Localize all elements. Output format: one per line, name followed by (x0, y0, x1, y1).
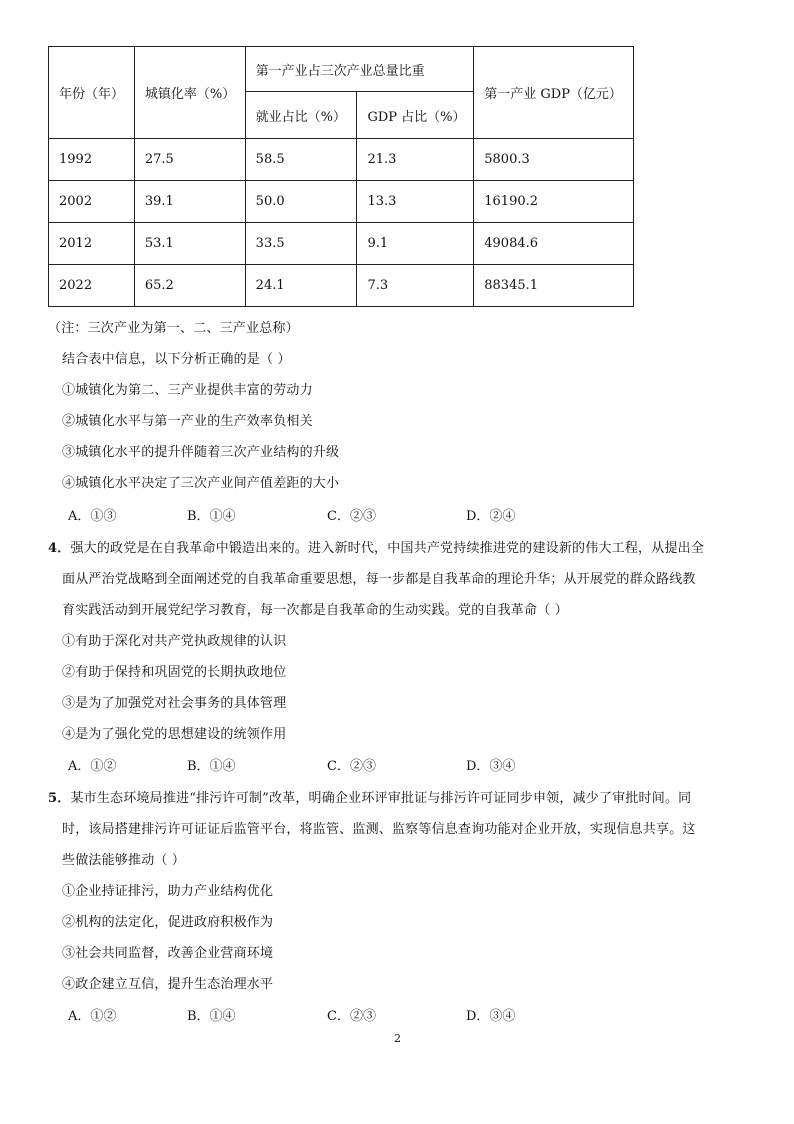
cell-year: 1992 (49, 139, 135, 181)
page-number: 2 (394, 1032, 401, 1045)
q4-option-d[interactable]: D．③④ (466, 759, 516, 774)
cell-gdp: 5800.3 (474, 139, 634, 181)
data-table (48, 46, 634, 307)
q3-item-1: ①城镇化为第二、三产业提供丰富的劳动力 (62, 383, 313, 398)
q4-option-b[interactable]: B．①④ (187, 759, 236, 774)
cell-year: 2012 (49, 223, 135, 265)
q5-number: 5． (48, 791, 71, 806)
q4-text-1: 强大的政党是在自我革命中锻造出来的。进入新时代，中国共产党持续推进党的建设新的伟大工程，从提出全 (70, 541, 705, 556)
q5-option-b[interactable]: B．①④ (187, 1009, 236, 1024)
header-primary-share: 第一产业占三次产业总量比重 (245, 47, 474, 92)
cell-urbanization: 53.1 (134, 223, 245, 265)
q4-option-a[interactable]: A．①② (68, 759, 117, 774)
cell-gdp-share: 13.3 (357, 181, 474, 223)
q3-item-4: ④城镇化水平决定了三次产业间产值差距的大小 (62, 476, 340, 491)
header-urbanization: 城镇化率（%） (134, 47, 245, 139)
q3-option-c[interactable]: C．②③ (327, 509, 376, 524)
q4-item-4: ④是为了强化党的思想建设的统领作用 (62, 727, 287, 742)
q5-line-1 (48, 787, 691, 806)
q5-item-4: ④政企建立互信，提升生态治理水平 (62, 977, 274, 992)
q3-item-2: ②城镇化水平与第一产业的生产效率负相关 (62, 414, 313, 429)
header-primary-gdp: 第一产业 GDP（亿元） (474, 47, 634, 139)
table-note: （注：三次产业为第一、二、三产业总称） (48, 321, 299, 336)
q3-item-3: ③城镇化水平的提升伴随着三次产业结构的升级 (62, 445, 340, 460)
cell-gdp-share: 7.3 (357, 265, 474, 307)
cell-urbanization: 27.5 (134, 139, 245, 181)
q5-text-1: 某市生态环境局推进“排污许可制”改革，明确企业环评审批证与排污许可证同步申领，减少了审批时间。同 (70, 791, 692, 806)
cell-year: 2022 (49, 265, 135, 307)
q5-option-d[interactable]: D．③④ (466, 1009, 516, 1024)
q5-option-c[interactable]: C．②③ (327, 1009, 376, 1024)
cell-gdp-share: 9.1 (357, 223, 474, 265)
table-row (49, 265, 634, 307)
q3-option-d[interactable]: D．②④ (466, 509, 516, 524)
q4-item-1: ①有助于深化对共产党执政规律的认识 (62, 634, 287, 649)
cell-employment: 50.0 (245, 181, 357, 223)
q3-stem: 结合表中信息，以下分析正确的是（ ） (62, 352, 291, 367)
q4-line-3: 育实践活动到开展党纪学习教育，每一次都是自我革命的生动实践。党的自我革命（ ） (62, 603, 568, 618)
cell-employment: 24.1 (245, 265, 357, 307)
q4-line-2: 面从严治党战略到全面阐述党的自我革命重要思想，每一步都是自我革命的理论升华；从开展党的群众路线教 (62, 572, 696, 587)
q5-option-a[interactable]: A．①② (68, 1009, 117, 1024)
q5-line-3: 些做法能够推动（ ） (62, 853, 186, 868)
q3-option-b[interactable]: B．①④ (187, 509, 236, 524)
q5-line-2: 时，该局搭建排污许可证证后监管平台，将监管、监测、监察等信息查询功能对企业开放，实现信息共享。这 (62, 822, 696, 837)
table-row (49, 223, 634, 265)
q5-item-2: ②机构的法定化，促进政府积极作为 (62, 915, 274, 930)
header-gdp-share: GDP 占比（%） (357, 92, 474, 139)
table-row (49, 181, 634, 223)
cell-urbanization: 39.1 (134, 181, 245, 223)
header-employment-share: 就业占比（%） (245, 92, 357, 139)
cell-gdp: 49084.6 (474, 223, 634, 265)
q4-number: 4． (48, 541, 71, 556)
cell-employment: 58.5 (245, 139, 357, 181)
cell-gdp-share: 21.3 (357, 139, 474, 181)
q3-option-a[interactable]: A．①③ (68, 509, 117, 524)
cell-gdp: 88345.1 (474, 265, 634, 307)
q4-item-3: ③是为了加强党对社会事务的具体管理 (62, 696, 287, 711)
q5-item-1: ①企业持证排污，助力产业结构优化 (62, 884, 274, 899)
q4-line-1 (48, 537, 704, 556)
q5-item-3: ③社会共同监督，改善企业营商环境 (62, 946, 274, 961)
table-row (49, 139, 634, 181)
header-year: 年份（年） (49, 47, 135, 139)
q4-option-c[interactable]: C．②③ (327, 759, 376, 774)
cell-year: 2002 (49, 181, 135, 223)
cell-employment: 33.5 (245, 223, 357, 265)
cell-urbanization: 65.2 (134, 265, 245, 307)
q4-item-2: ②有助于保持和巩固党的长期执政地位 (62, 665, 287, 680)
cell-gdp: 16190.2 (474, 181, 634, 223)
